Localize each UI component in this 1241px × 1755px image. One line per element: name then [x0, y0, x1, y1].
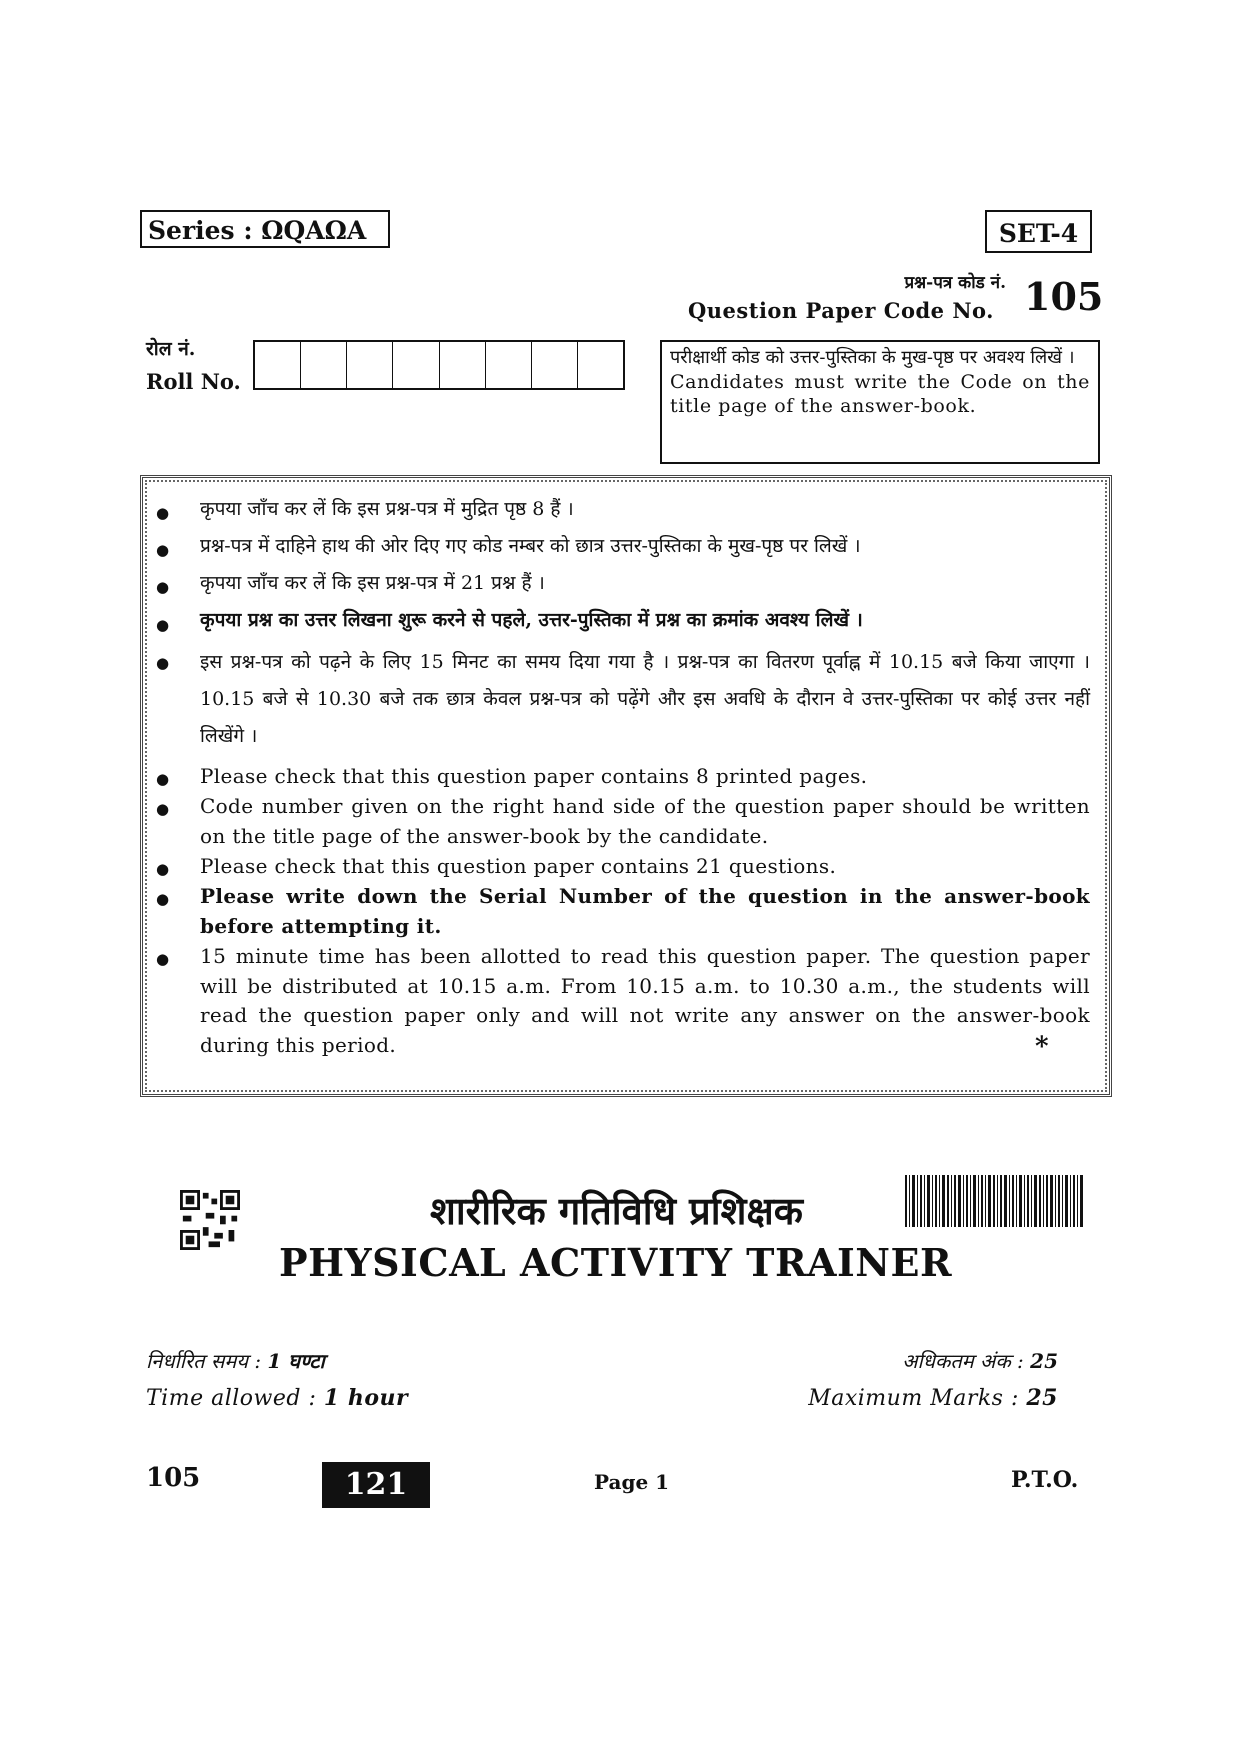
instruction-hindi: प्रश्न-पत्र में दाहिने हाथ की ओर दिए गए कोड नम्बर को छात्र उत्तर-पुस्तिका के मुख-पृष्ठ पर लिखें ।: [200, 535, 861, 557]
candidate-note: [660, 340, 1100, 464]
roll-box[interactable]: [440, 342, 486, 388]
marks-value-hindi: 25: [1030, 1349, 1058, 1373]
roll-box[interactable]: [255, 342, 301, 388]
instruction-hindi: कृपया जाँच कर लें कि इस प्रश्न-पत्र में 21 प्रश्न हैं ।: [200, 572, 545, 594]
candidate-note-hindi: परीक्षार्थी कोड को उत्तर-पुस्तिका के मुख-पृष्ठ पर अवश्य लिखें ।: [670, 347, 1075, 368]
bullet: ●: [156, 770, 170, 788]
bullet: ●: [156, 950, 170, 968]
time-label-hindi: निर्धारित समय :: [146, 1349, 262, 1373]
bullet: ●: [156, 890, 170, 908]
max-marks-hindi: [902, 1347, 1058, 1374]
time-value-hindi: 1 घण्टा: [267, 1349, 325, 1373]
pto-label: P.T.O.: [1011, 1467, 1079, 1493]
bullet: ●: [156, 860, 170, 878]
instruction-english: Please check that this question paper contains 8 printed pages.: [200, 764, 868, 788]
bullet: ●: [156, 654, 170, 672]
star-mark: *: [1035, 1032, 1049, 1062]
qp-code-label: Question Paper Code No.: [688, 298, 994, 323]
instruction-hindi: कृपया जाँच कर लें कि इस प्रश्न-पत्र में मुद्रित पृष्ठ 8 हैं ।: [200, 498, 574, 520]
roll-box[interactable]: [486, 342, 532, 388]
bullet: ●: [156, 504, 170, 522]
subject-title-hindi: शारीरिक गतिविधि प्रशिक्षक: [430, 1188, 803, 1233]
roll-box[interactable]: [301, 342, 347, 388]
roll-box[interactable]: [532, 342, 578, 388]
qp-code-label-hindi: प्रश्न-पत्र कोड नं.: [904, 273, 1006, 293]
bullet: ●: [156, 578, 170, 596]
bullet: ●: [156, 800, 170, 818]
barcode-icon: [905, 1175, 1085, 1227]
roll-box[interactable]: [393, 342, 439, 388]
page-number: Page 1: [594, 1470, 670, 1494]
max-marks: [808, 1385, 1058, 1411]
time-value: 1 hour: [323, 1385, 409, 1411]
roll-box[interactable]: [578, 342, 623, 388]
marks-label: Maximum Marks :: [808, 1386, 1019, 1411]
time-label: Time allowed :: [146, 1386, 317, 1411]
instruction-english: Code number given on the right hand side of the question paper should be written on the title page of the answer-book by the candidate.: [200, 794, 1090, 848]
qr-code-icon: [180, 1190, 240, 1250]
instruction-hindi: कृपया प्रश्न का उत्तर लिखना शुरू करने से पहले, उत्तर-पुस्तिका में प्रश्न का क्रमांक अवश्य लिखें ।: [200, 609, 863, 631]
instruction-english: 15 minute time has been allotted to read this question paper. The question paper will be distributed at 10.15 a.m. From 10.15 a.m. to 10.30 a.m., the students will read the question paper only and will not write any answer on the answer-book during this period.: [200, 944, 1090, 1057]
instruction-english: Please check that this question paper contains 21 questions.: [200, 854, 837, 878]
time-allowed: [146, 1385, 408, 1411]
instruction-hindi: इस प्रश्न-पत्र को पढ़ने के लिए 15 मिनट का समय दिया गया है । प्रश्न-पत्र का वितरण पूर्वाह्न में 10.15 बजे किया जाएगा । 10.15 बजे से 10.30 बजे तक छात्र केवल प्रश्न-पत्र को पढ़ेंगे और इस अवधि के दौरान वे उत्तर-पुस्तिका पर कोई उत्तर नहीं लिखेंगे ।: [200, 651, 1090, 747]
bullet: ●: [156, 616, 170, 634]
roll-number-boxes[interactable]: [253, 340, 625, 390]
marks-label-hindi: अधिकतम अंक :: [902, 1349, 1024, 1373]
roll-label: Roll No.: [146, 369, 241, 394]
qp-code: 105: [1024, 274, 1104, 319]
marks-value: 25: [1026, 1385, 1058, 1411]
footer-code: 105: [146, 1463, 201, 1493]
subject-title: PHYSICAL ACTIVITY TRAINER: [279, 1240, 953, 1285]
bullet: ●: [156, 541, 170, 559]
series-label: Series : ΩQAΩA: [140, 210, 390, 248]
instruction-english: Please write down the Serial Number of the question in the answer-book before attempting it.: [200, 884, 1090, 938]
candidate-note-english: Candidates must write the Code on the title page of the answer-book.: [670, 371, 1090, 417]
roll-box[interactable]: [347, 342, 393, 388]
roll-label-hindi: रोल नं.: [146, 338, 196, 360]
footer-box: 121: [322, 1462, 430, 1508]
time-allowed-hindi: [146, 1347, 325, 1374]
set-label: SET-4: [985, 210, 1092, 253]
